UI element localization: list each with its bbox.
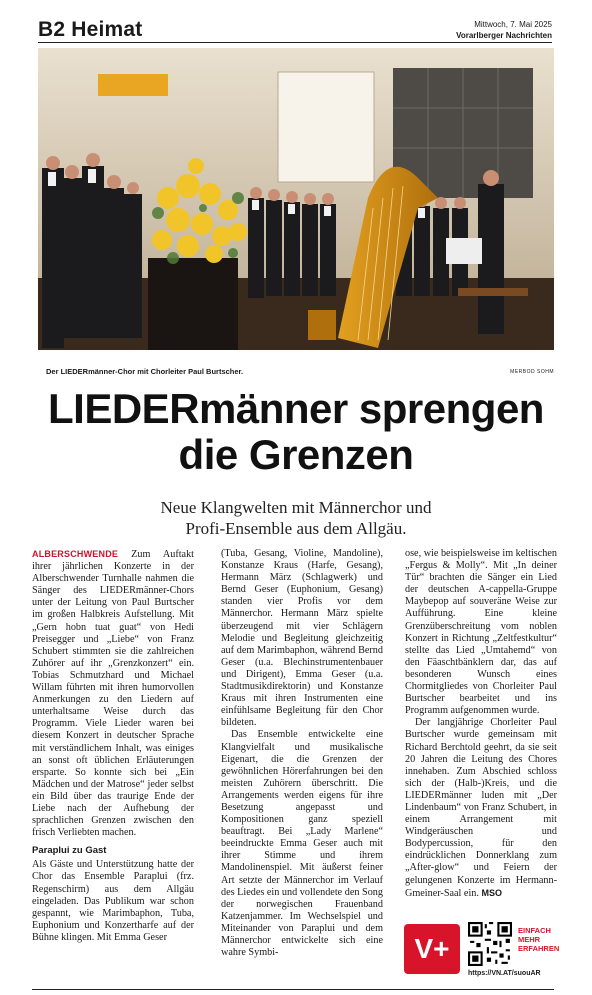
- header-rule: [38, 42, 552, 43]
- vplus-link[interactable]: https://VN.AT/suouAR: [468, 970, 541, 977]
- photo-caption-row: [38, 367, 554, 379]
- subheadline-line-2: Profi-Ensemble aus dem Allgäu.: [185, 519, 407, 538]
- paragraph: Zum Auftakt ihrer jährlichen Konzerte in der Alberschwender Turnhalle nahmen die Sänger des LIEDERmänner-Chors unter der Leitung von Paul Burtscher im großen Halbkreis Aufstellung. Mit „Gern hobn tuat guat“ von Hedi Preisegger und „Liebe“ von Franz Schubert stimmten sie die zahlreichen Zuhörer auf ihr „Grenzkonzert“ ein. Tobias Schmutzhard und Michael Willam führten mit ihren humorvollen Anmerkungen zu den Liedern auf unterhaltsame Weise durch das Programm. Viele Lieder waren bei diesem Konzert in deutscher Sprache mit verständlichem Inhalt, was einiges an sonst oft üblichen Erläuterungen ersparte. So konnte sich bei „Ein Mädchen und der Matrose“ jeder selbst ein Bild über das traurige Ende der Liebe nach der Aufhebung der sprachlichen Grenzen zwischen den frisch Verliebten machen.: [32, 549, 194, 839]
- paragraph: Das Ensemble entwickelte eine Klangvielfalt und musikalische Eigenart, die die Grenzen der gewöhnlichen Hörerfahrungen bei den meisten Zuhörern überschritt. Die Arrangements werden eigens für ihre Besetzung angepasst und Kompositionen ganz speziell beauftragt. Bei „Lady Marlene“ beeindruckte Emma Geser auch mit ihrer Stimme und ihrem Mandolinenspiel. Mit äußerst feiner Art setzte der Männerchor im Verlauf des Liedes ein und vollendete den Song der norwegischen Frauenband Katzenjammer. Im Wechselspiel und Miteinander von Paraplui und dem Männerchor entwickelte sich eine wahre Symbi-: [221, 729, 383, 959]
- paragraph: ose, wie beispielsweise im keltischen „Fergus & Molly“. Mit „In deiner Tür“ brachten die Sänger ein Lied der deutschen A-cappella-Gruppe Maybepop auf souveräne Weise zur Aufführung. Eine kleine Grenzüberschreitung vom noblen Konzert in Richtung „Zeltfestkultur“ stellte das Lied „Umtahemd“ von den Fäaschtbänklern dar, das auf besonderen Wunsch eines Chormitgliedes von Chorleiter Paul Burtscher bearbeitet und ins Programm aufgenommen wurde.: [405, 548, 557, 717]
- article-column-1: [32, 548, 194, 944]
- photo-caption: Der LIEDERmänner-Chor mit Chorleiter Paul Burtscher.: [46, 367, 244, 376]
- subheadline-line-1: Neue Klangwelten mit Männerchor und: [160, 498, 432, 517]
- photo-credit: MERBOD SOHM: [510, 369, 554, 375]
- article-subhead: Paraplui zu Gast: [32, 845, 107, 857]
- issue-date: Mittwoch, 7. Mai 2025: [474, 20, 552, 29]
- slogan-line: MEHR: [518, 935, 541, 944]
- page-header: [38, 14, 552, 50]
- slogan-line: EINFACH: [518, 926, 551, 935]
- section-title: B2 Heimat: [38, 18, 143, 41]
- concert-photo: [38, 48, 554, 350]
- slogan-line: ERFAHREN: [518, 944, 560, 953]
- author-initials: MSO: [481, 887, 502, 898]
- qr-code-icon[interactable]: [468, 922, 512, 966]
- bottom-rule: [32, 989, 554, 990]
- article-subheadline: [38, 497, 554, 539]
- paragraph: Der langjährige Chorleiter Paul Burtscher wurde gemeinsam mit Richard Berchtold geehrt, da sie seit 20 Jahren die Leitung des Chores innehaben. Zum Abschied schloss sich der (Halb-)Kreis, und die LIEDERmänner luden mit „Der Lindenbaum“ von Franz Schubert, in einem Arrangement mit Windgeräuschen und Bodypercussion, für den eindrücklichen Donnerklang zum „After-glow“ und Feiern der gelungenen Konzerte im Hermann-Gmeiner-Saal ein.: [405, 717, 557, 899]
- article-column-3: [405, 548, 557, 900]
- paragraph: (Tuba, Gesang, Violine, Mandoline), Konstanze Kraus (Harfe, Gesang), Hermann März (Schlagwerk) und Bernd Geser (Euphonium, Gesang) standen vier Profis vor dem Männerchor. Hermann März spielte überzeugend mit vier Schlägern Melodie und Begleitung gleichzeitig auf dem Marimbaphon, während Bernd Geser (u.a. Blechinstrumentenbauer und Dirigent), Emma Geser (u.a. Stadtmusikdirektorin) und Konstanze Kraus mit ihren Instrumenten eine einfühlsame Begleitung für den Chor bildeten.: [221, 548, 383, 729]
- article-headline: [38, 386, 554, 478]
- paper-name: Vorarlberger Nachrichten: [456, 31, 552, 40]
- vplus-slogan: [518, 926, 559, 953]
- dateline: ALBERSCHWENDE: [32, 549, 119, 559]
- paragraph: Als Gäste und Unterstützung hatte der Chor das Ensemble Paraplui (frz. Regenschirm) aus dem Allgäu eingeladen. Das Publikum war schon gespannt, wie Marimbaphon, Tuba, Euphonium und Konzertharfe auf der Bühne klingen. Mit Emma Geser: [32, 859, 194, 943]
- vplus-logo: V+: [404, 924, 460, 974]
- issue-info: [456, 19, 552, 41]
- headline-line-1: LIEDERmänner sprengen: [48, 385, 544, 432]
- vplus-promo[interactable]: [404, 922, 560, 986]
- article-column-2: [221, 548, 383, 959]
- headline-line-2: die Grenzen: [178, 431, 414, 478]
